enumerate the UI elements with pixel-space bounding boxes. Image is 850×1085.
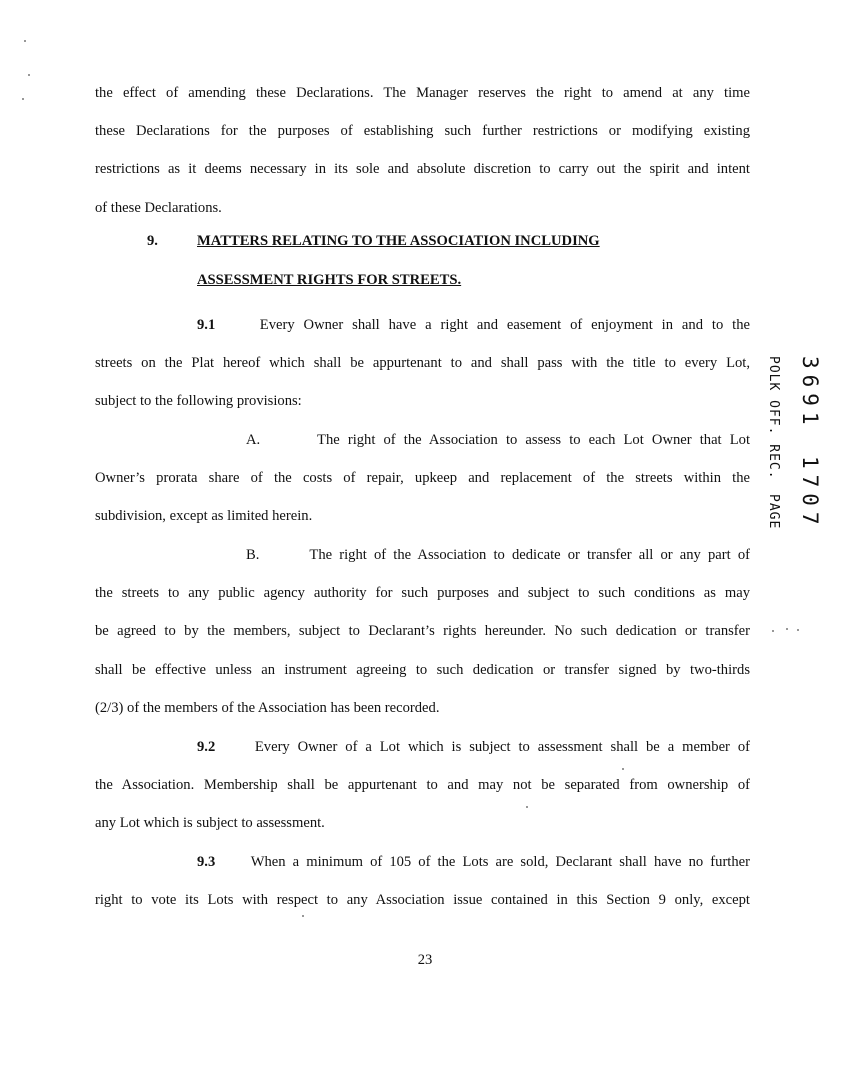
section-9-2-paragraph [95, 728, 750, 843]
text-line: right to vote its Lots with respect to any Association issue contained in this Section 9 only, except [95, 892, 750, 909]
scan-speck [797, 629, 799, 631]
text-line [95, 728, 750, 766]
item-a-paragraph [95, 421, 750, 536]
text-line: the streets to any public agency authority for such purposes and subject to such conditions as may [95, 585, 750, 602]
section-9-3-number: 9.3 [197, 854, 216, 870]
text-line: restrictions as it deems necessary in its sole and absolute discretion to carry out the spirit and intent [95, 161, 750, 178]
scan-speck [22, 98, 24, 100]
section-9-number: 9. [147, 233, 158, 249]
scan-speck [28, 74, 30, 76]
scan-speck [786, 628, 788, 630]
text-line: be agreed to by the members, subject to Declarant’s rights hereunder. No such dedication or transfer [95, 623, 750, 640]
scan-speck [24, 40, 26, 42]
stamp-records-label: POLK OFF. REC. [766, 356, 781, 480]
section-9-1-paragraph [95, 306, 750, 421]
text-line: Owner’s prorata share of the costs of repair, upkeep and replacement of the streets within the [95, 470, 750, 487]
text-line: (2/3) of the members of the Association has been recorded. [95, 699, 440, 716]
text-line: the effect of amending these Declarations. The Manager reserves the right to amend at any time [95, 85, 750, 101]
section-9-1-number: 9.1 [197, 317, 216, 333]
scan-speck [526, 806, 528, 808]
text-line [95, 843, 750, 881]
section-9-2-number: 9.2 [197, 739, 216, 755]
page-number: 23 [417, 952, 433, 968]
text-line: any Lot which is subject to assessment. [95, 815, 325, 832]
stamp-page-label: PAGE [766, 494, 781, 530]
text-line [95, 421, 750, 459]
text-line: shall be effective unless an instrument agreeing to such dedication or transfer signed by two-thirds [95, 661, 750, 678]
stamp-page-number: 1707 [798, 456, 822, 531]
text-line: subdivision, except as limited herein. [95, 508, 313, 525]
stamp-book-number: 3691 [798, 356, 822, 431]
opening-paragraph [95, 74, 750, 227]
item-a-letter: A. [246, 432, 261, 448]
recording-stamp [760, 356, 830, 531]
text-line: these Declarations for the purposes of establishing such further restrictions or modifying existing [95, 123, 750, 140]
text-line: the Association. Membership shall be appurtenant to and may not be separated from ownership of [95, 777, 750, 794]
item-b-first-line: The right of the Association to dedicate or transfer all or any part of [309, 547, 750, 563]
scan-speck [622, 768, 624, 770]
item-b-letter: B. [246, 547, 260, 563]
item-b-paragraph [95, 536, 750, 727]
section-9-title-line-1: MATTERS RELATING TO THE ASSOCIATION INCLUDING [197, 233, 600, 249]
item-a-first-line: The right of the Association to assess to each Lot Owner that Lot [317, 432, 750, 448]
text-line: of these Declarations. [95, 199, 222, 216]
section-9-3-first-line: When a minimum of 105 of the Lots are sold, Declarant shall have no further [250, 854, 750, 870]
section-9-1-first-line: Every Owner shall have a right and easement of enjoyment in and to the [259, 317, 750, 333]
scan-speck [302, 915, 304, 917]
text-line [95, 536, 750, 574]
section-9-3-paragraph [95, 843, 750, 919]
section-9-title-line-2: ASSESSMENT RIGHTS FOR STREETS. [197, 272, 462, 288]
text-line: subject to the following provisions: [95, 393, 302, 410]
text-line: streets on the Plat hereof which shall be appurtenant to and shall pass with the title to every Lot, [95, 355, 750, 372]
section-9-2-first-line: Every Owner of a Lot which is subject to assessment shall be a member of [254, 739, 750, 755]
scan-speck [772, 630, 774, 632]
text-line [95, 306, 750, 344]
